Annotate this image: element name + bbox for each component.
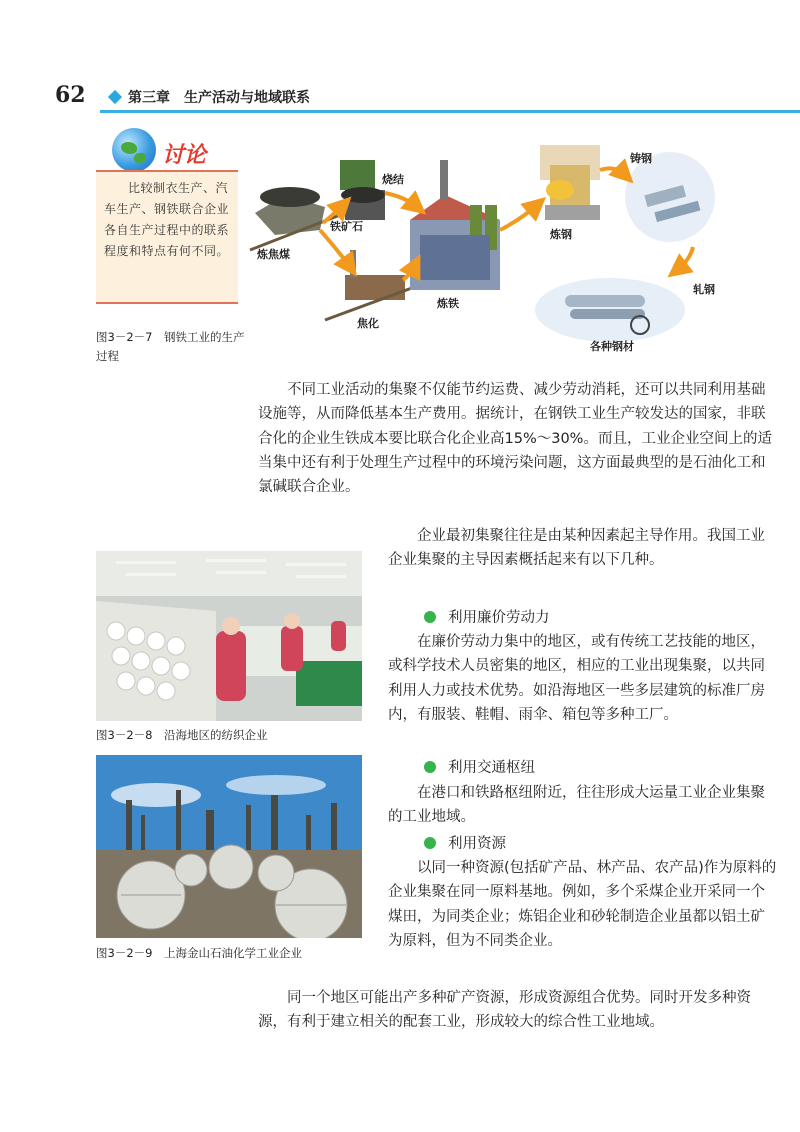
page-number: 62	[55, 82, 86, 108]
header-rule	[100, 110, 800, 113]
label-iron-ore: 铁矿石	[330, 220, 363, 233]
bullet-resources	[424, 834, 506, 854]
bullet-transport-hub	[424, 758, 535, 778]
figure-9-caption: 图3－2－9 上海金山石油化学工业企业	[96, 946, 302, 960]
paragraph-5: 以同一种资源(包括矿产品、林产品、农产品)作为原料的企业集聚在同一原料基地。例如，多个采煤企业开采同一个煤田，为同类企业；炼铝企业和砂轮制造企业虽都以铝土矿为原料，但为不同类企业。	[388, 860, 777, 949]
chapter-title: 第三章 生产活动与地域联系	[128, 90, 310, 106]
bullet-cheap-labor	[424, 608, 550, 628]
bullet-label: 利用资源	[448, 836, 506, 852]
steel-process-diagram	[245, 135, 765, 360]
globe-icon	[112, 128, 156, 172]
figure-8-caption: 图3－2－8 沿海地区的纺织企业	[96, 728, 268, 742]
ore-hopper-illustration	[340, 160, 385, 220]
label-coking: 焦化	[357, 317, 379, 330]
paragraph-1: 不同工业活动的集聚不仅能节约运费、减少劳动消耗，还可以共同利用基础设施等，从而降低基本生产费用。据统计，在钢铁工业生产较发达的国家，非联合化的企业生铁成本要比联合化企业高15%～30%。而且，工业企业空间上的适当集中还有利于处理生产过程中的环境污染问题，这方面最典型的是石油化工和氯碱联合企业。	[258, 382, 772, 496]
label-sintering: 烧结	[382, 173, 404, 186]
label-coal: 炼焦煤	[257, 248, 290, 261]
paragraph-6: 同一个地区可能出产多种矿产资源，形成资源组合优势。同时开发多种资源，有利于建立相关的配套工业，形成较大的综合性工业地域。	[258, 990, 751, 1031]
paragraph-2: 企业最初集聚往往是由某种因素起主导作用。我国工业企业集聚的主导因素概括起来有以下几种。	[388, 528, 765, 569]
petrochemical-plant-photo	[96, 755, 362, 938]
bullet-label: 利用廉价劳动力	[448, 610, 550, 626]
blast-furnace-illustration	[410, 160, 500, 290]
green-dot-icon	[424, 761, 436, 773]
textile-factory-photo	[96, 551, 362, 721]
discussion-title: 讨论	[162, 143, 207, 168]
paragraph-3: 在廉价劳动力集中的地区，或有传统工艺技能的地区，或科学技术人员密集的地区，相应的工业出现集聚，以共同利用人力或技术优势。如沿海地区一些多层建筑的标准厂房内，有服装、鞋帽、雨伞、箱包等多种工厂。	[388, 634, 765, 723]
label-casting: 铸钢	[630, 152, 652, 165]
paragraph-4: 在港口和铁路枢纽附近，往往形成大运量工业企业集聚的工业地域。	[388, 785, 765, 826]
diamond-icon	[108, 90, 122, 104]
label-ironmaking: 炼铁	[437, 297, 459, 310]
steel-ingots-illustration	[625, 152, 715, 242]
label-products: 各种钢材	[590, 340, 634, 353]
bullet-label: 利用交通枢纽	[448, 760, 535, 776]
steelmaking-illustration	[540, 145, 600, 220]
figure-7-caption: 图3－2－7 钢铁工业的生产过程	[96, 330, 245, 363]
coking-plant-illustration	[325, 250, 420, 320]
label-rolling: 轧钢	[693, 283, 715, 296]
steel-products-illustration	[535, 278, 685, 342]
green-dot-icon	[424, 837, 436, 849]
discussion-text: 比较制衣生产、汽车生产、钢铁联合企业各自生产过程中的联系程度和特点有何不同。	[104, 181, 230, 258]
label-steelmaking: 炼钢	[550, 228, 572, 241]
green-dot-icon	[424, 611, 436, 623]
